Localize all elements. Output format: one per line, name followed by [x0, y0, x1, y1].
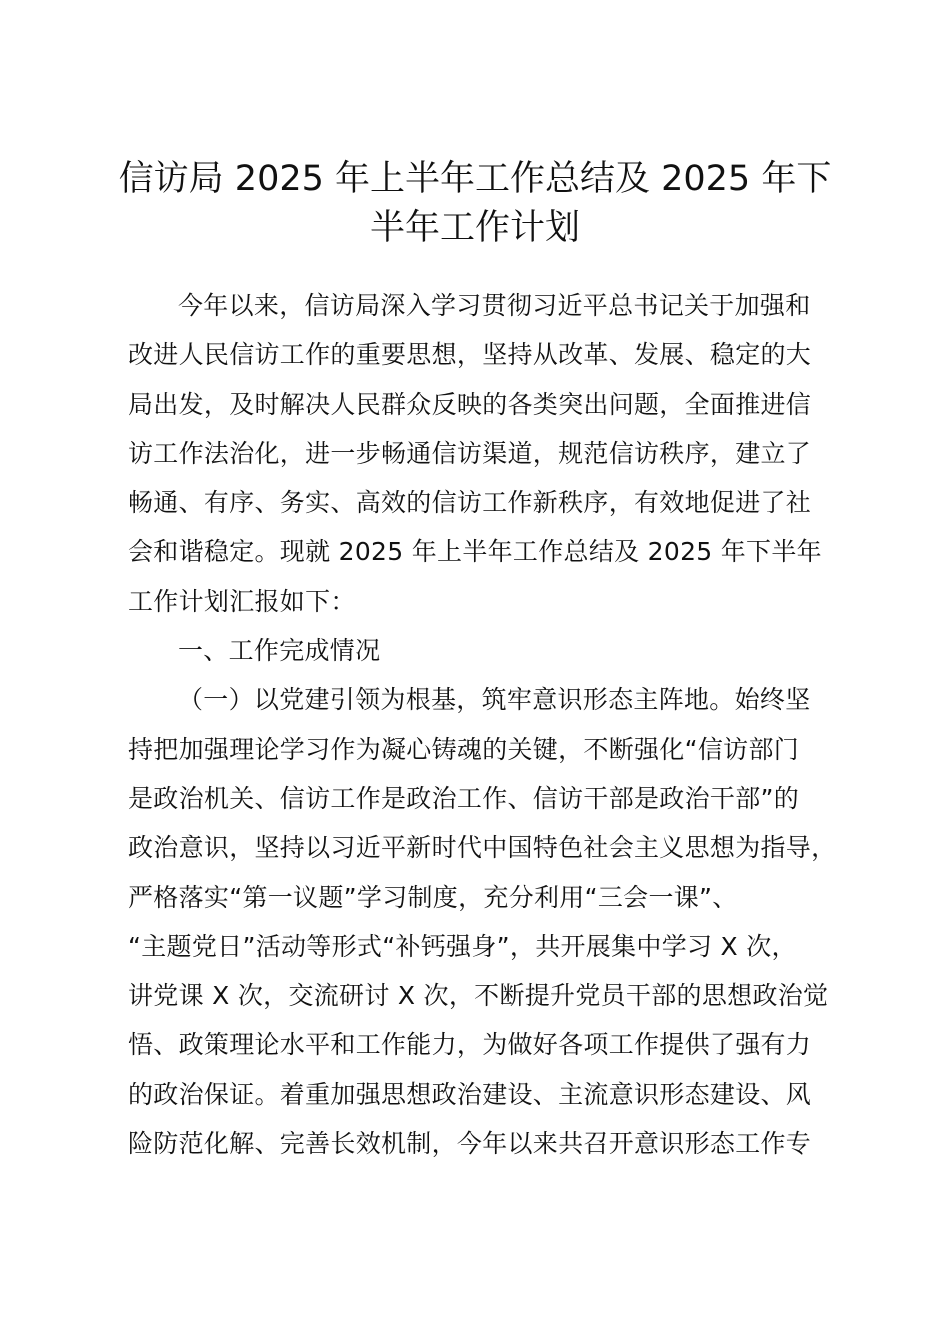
paragraph-intro-line: 工作计划汇报如下： — [128, 586, 356, 616]
paragraph-section1-line: 讲党课 X 次，交流研讨 X 次，不断提升党员干部的思想政治觉 — [128, 981, 829, 1011]
paragraph-section1-line: 是政治机关、信访工作是政治工作、信访干部是政治干部”的 — [128, 783, 800, 813]
paragraph-section1-line: 严格落实“第一议题”学习制度，充分利用“三会一课”、 — [128, 882, 738, 912]
paragraph-intro-line: 局出发，及时解决人民群众反映的各类突出问题，全面推进信 — [128, 389, 812, 419]
paragraph-section1-line: 险防范化解、完善长效机制，今年以来共召开意识形态工作专 — [128, 1129, 812, 1159]
document-title — [100, 155, 850, 253]
paragraph-intro-line: 改进人民信访工作的重要思想，坚持从改革、发展、稳定的大 — [128, 340, 812, 370]
title-line-1: 信访局 2025 年上半年工作总结及 2025 年下 — [118, 159, 832, 199]
paragraph-section1-line: “主题党日”活动等形式“补钙强身”，共开展集中学习 X 次， — [128, 931, 797, 961]
title-line-2: 半年工作计划 — [369, 208, 580, 248]
paragraph-section1-line: 悟、政策理论水平和工作能力，为做好各项工作提供了强有力 — [128, 1030, 812, 1060]
paragraph-section1-line: （一）以党建引领为根基，筑牢意识形态主阵地。始终坚 — [178, 685, 811, 715]
paragraph-section1-line: 的政治保证。着重加强思想政治建设、主流意识形态建设、风 — [128, 1079, 812, 1109]
paragraph-intro-line: 会和谐稳定。现就 2025 年上半年工作总结及 2025 年下半年 — [128, 537, 822, 567]
paragraph-section1-line: 持把加强理论学习作为凝心铸魂的关键，不断强化“信访部门 — [128, 734, 800, 764]
document-body — [128, 281, 838, 1168]
paragraph-intro-line: 访工作法治化，进一步畅通信访渠道，规范信访秩序，建立了 — [128, 438, 812, 468]
paragraph-section1-line: 政治意识，坚持以习近平新时代中国特色社会主义思想为指导， — [128, 833, 837, 863]
section-heading: 一、工作完成情况 — [178, 636, 381, 666]
paragraph-intro-line: 畅通、有序、务实、高效的信访工作新秩序，有效地促进了社 — [128, 488, 812, 518]
paragraph-intro-line: 今年以来，信访局深入学习贯彻习近平总书记关于加强和 — [178, 291, 811, 320]
